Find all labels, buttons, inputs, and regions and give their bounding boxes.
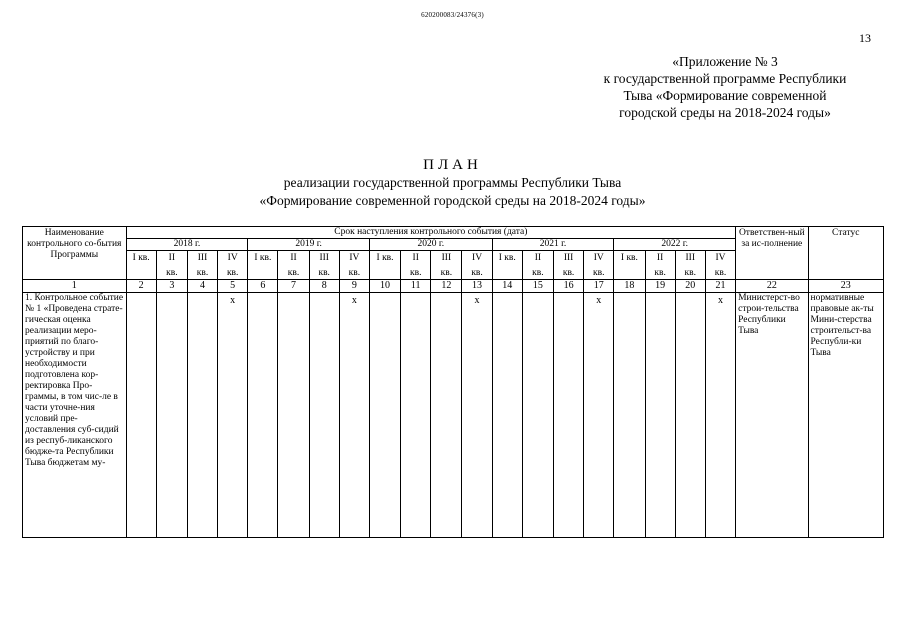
quarter-label: III	[319, 253, 329, 263]
quarter-suffix: кв.	[348, 268, 361, 278]
quarter-label: IV	[349, 253, 360, 263]
quarter-cell	[675, 293, 705, 538]
deadline-mark: x	[717, 295, 723, 306]
column-number-cell: 11	[401, 280, 431, 293]
quarter-header	[278, 251, 309, 280]
appendix-block	[560, 53, 890, 121]
column-number-cell: 10	[369, 280, 400, 293]
quarter-cell	[522, 293, 553, 538]
quarter-header	[553, 251, 583, 280]
quarter-header	[522, 251, 553, 280]
quarter-cell	[705, 293, 735, 538]
column-number-cell: 2	[126, 280, 156, 293]
quarter-label: I кв.	[254, 253, 272, 263]
quarter-suffix: кв.	[471, 268, 483, 278]
page-title: ПЛАН	[423, 157, 482, 173]
deadline-mark: x	[596, 295, 602, 306]
quarter-cell	[431, 293, 462, 538]
deadline-mark: x	[351, 295, 357, 306]
deadline-mark: x	[230, 295, 236, 306]
quarter-cell	[553, 293, 583, 538]
quarter-suffix: кв.	[532, 268, 544, 278]
quarter-header	[675, 251, 705, 280]
quarter-suffix: кв.	[226, 268, 239, 278]
column-number-cell: 14	[492, 280, 522, 293]
quarter-suffix: кв.	[714, 268, 727, 278]
quarter-cell	[462, 293, 492, 538]
quarter-header	[431, 251, 462, 280]
quarter-cell	[156, 293, 187, 538]
column-number-cell: 7	[278, 280, 309, 293]
quarter-cell	[369, 293, 400, 538]
quarter-label: IV	[472, 253, 483, 263]
column-number-cell: 20	[675, 280, 705, 293]
document-id: 620200083/24376(3)	[421, 11, 484, 19]
appendix-line: к государственной программе Республики	[603, 71, 847, 86]
column-number-cell: 12	[431, 280, 462, 293]
column-number-row	[23, 280, 884, 293]
quarter-header	[584, 251, 614, 280]
quarter-header	[187, 251, 217, 280]
column-number-cell: 19	[645, 280, 675, 293]
quarter-header	[645, 251, 675, 280]
quarter-label: III	[441, 253, 452, 263]
event-name-cell: 1. Контрольное событие № 1 «Проведена страте-гическая оценка реализации меро-приятий по благо-устройству и при необходимости подготовлена кор-ректировка Про-граммы, в том чис-ле в части уточне-ния условий пре-доставления суб-сидий из респуб-ликанского бюдже-та Республики Тыва бюджетам му-	[23, 293, 127, 538]
quarter-suffix: кв.	[684, 268, 696, 278]
status-cell: нормативные правовые ак-ты Мини-стерства строительст-ва Республи-ки Тыва	[808, 293, 883, 538]
quarter-header	[705, 251, 735, 280]
quarter-suffix: кв.	[196, 268, 209, 278]
column-number-cell: 21	[705, 280, 735, 293]
column-number-cell: 17	[584, 280, 614, 293]
plan-table	[22, 226, 884, 538]
year-header: 2019 г.	[248, 239, 370, 251]
status-column-header: Статус	[808, 227, 883, 280]
quarter-label: IV	[715, 253, 726, 263]
quarter-suffix: кв.	[562, 268, 575, 278]
quarter-header	[248, 251, 278, 280]
column-number-cell: 9	[339, 280, 369, 293]
quarter-label: II	[290, 253, 297, 263]
period-header: Срок наступления контрольного события (дата)	[126, 227, 736, 239]
quarter-header	[309, 251, 339, 280]
quarter-suffix: кв.	[440, 268, 453, 278]
column-number-cell: 15	[522, 280, 553, 293]
quarter-label: IV	[593, 253, 604, 263]
appendix-line: городской среды на 2018-2024 годы»	[619, 105, 831, 120]
quarter-header	[369, 251, 400, 280]
quarter-label: I кв.	[498, 253, 516, 263]
quarter-label: II	[534, 253, 542, 263]
quarter-cell	[584, 293, 614, 538]
quarter-cell	[309, 293, 339, 538]
header-row	[23, 227, 884, 239]
quarter-cell	[126, 293, 156, 538]
quarter-cell	[187, 293, 217, 538]
quarter-suffix: кв.	[318, 268, 330, 278]
appendix-line: «Приложение № 3	[672, 54, 778, 69]
name-column-header: Наименование контрольного со-бытия Программы	[23, 227, 127, 280]
quarter-label: IV	[227, 253, 238, 263]
column-number-cell: 6	[248, 280, 278, 293]
responsible-cell: Министерст-во строи-тельства Республики Тыва	[736, 293, 808, 538]
responsible-column-header: Ответствен-ный за ис-полнение	[736, 227, 808, 280]
year-header: 2020 г.	[369, 239, 492, 251]
column-number-cell: 8	[309, 280, 339, 293]
quarter-cell	[614, 293, 645, 538]
quarter-label: II	[656, 253, 664, 263]
quarter-header	[126, 251, 156, 280]
page-subtitle: «Формирование современной городской среды на 2018-2024 годы»	[259, 193, 646, 208]
page-number: 13	[859, 31, 871, 45]
quarter-label: III	[197, 253, 208, 263]
column-number-cell: 16	[553, 280, 583, 293]
quarter-suffix: кв.	[593, 268, 605, 278]
quarter-cell	[248, 293, 278, 538]
quarter-header	[218, 251, 248, 280]
quarter-suffix: кв.	[287, 268, 300, 278]
column-number-cell: 18	[614, 280, 645, 293]
quarter-label: I кв.	[376, 253, 394, 263]
column-number-cell: 4	[187, 280, 217, 293]
quarter-label: I кв.	[620, 253, 638, 263]
quarter-suffix: кв.	[409, 268, 422, 278]
quarter-suffix: кв.	[654, 268, 666, 278]
column-number-cell: 23	[808, 280, 883, 293]
quarter-label: II	[412, 253, 419, 263]
quarter-header	[156, 251, 187, 280]
quarter-suffix: кв.	[166, 268, 178, 278]
page-subtitle: реализации государственной программы Республики Тыва	[283, 175, 622, 190]
column-number-cell: 22	[736, 280, 808, 293]
year-header: 2022 г.	[614, 239, 736, 251]
column-number-cell: 13	[462, 280, 492, 293]
year-header: 2021 г.	[492, 239, 614, 251]
quarter-cell	[339, 293, 369, 538]
year-header: 2018 г.	[126, 239, 248, 251]
column-number-cell: 3	[156, 280, 187, 293]
column-number-cell: 5	[218, 280, 248, 293]
quarter-cell	[401, 293, 431, 538]
quarter-label: III	[685, 253, 695, 263]
quarter-cell	[492, 293, 522, 538]
quarter-label: II	[168, 253, 175, 263]
deadline-mark: x	[474, 295, 480, 306]
quarter-header	[614, 251, 645, 280]
quarter-label: III	[563, 253, 574, 263]
column-number-cell: 1	[23, 280, 127, 293]
quarter-cell	[645, 293, 675, 538]
quarter-cell	[278, 293, 309, 538]
quarter-label: I кв.	[132, 253, 150, 263]
quarter-cell	[218, 293, 248, 538]
appendix-line: Тыва «Формирование современной	[623, 88, 827, 103]
table-row	[23, 293, 884, 538]
quarter-header	[401, 251, 431, 280]
quarter-header	[462, 251, 492, 280]
quarter-header	[492, 251, 522, 280]
quarter-header	[339, 251, 369, 280]
